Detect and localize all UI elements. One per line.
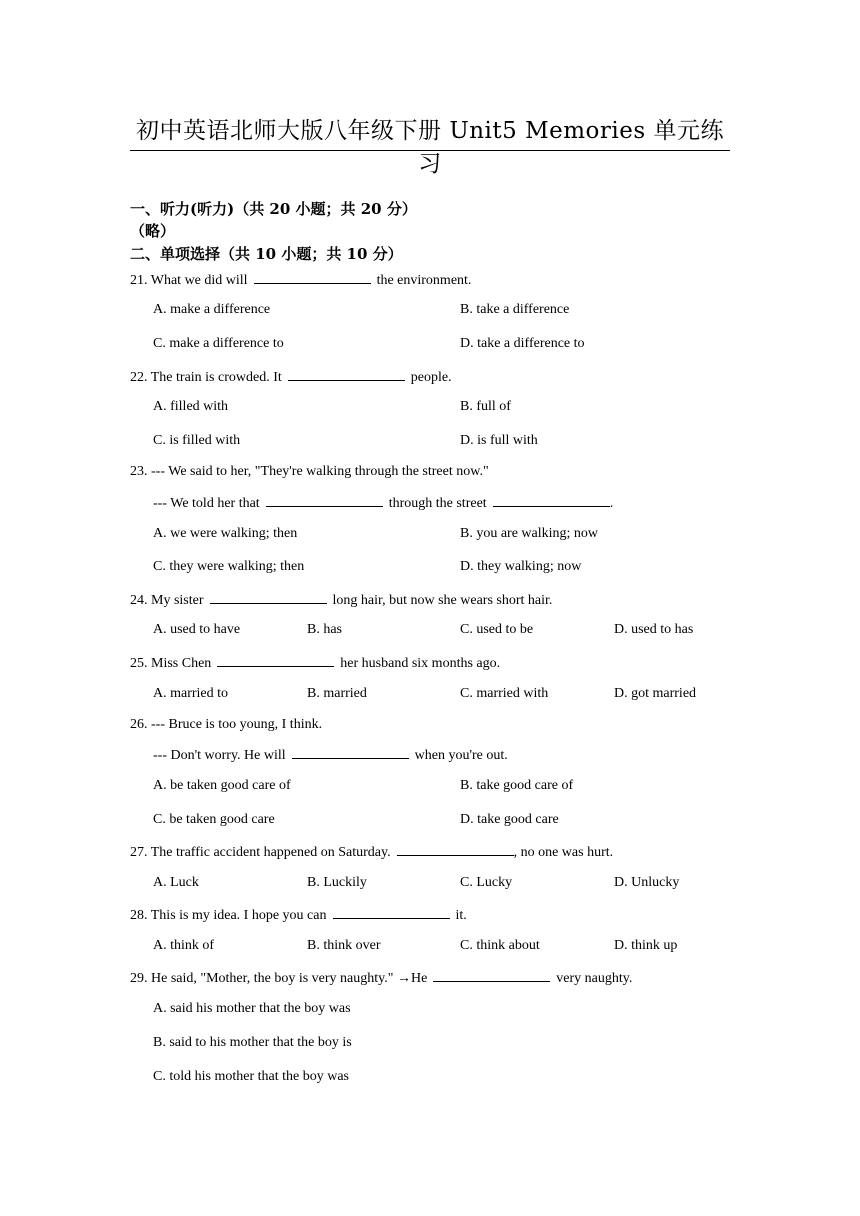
- answer-blank: [433, 969, 550, 982]
- stem-text: people.: [410, 370, 452, 385]
- option-a: A. make a difference: [153, 302, 271, 317]
- answer-blank: [397, 843, 514, 856]
- answer-blank: [266, 494, 383, 507]
- question-stem: [130, 591, 552, 609]
- stem-text: --- Don't worry. He will: [153, 748, 286, 763]
- option-d: D. they walking; now: [460, 559, 582, 574]
- stem-text: when you're out.: [414, 748, 508, 763]
- stem-text: 29. He said, "Mother, the boy is very naughty." →He: [130, 971, 428, 986]
- option-a: A. used to have: [153, 622, 241, 637]
- option-b: B. said to his mother that the boy is: [153, 1035, 352, 1050]
- question-stem: [130, 368, 452, 386]
- option-c: C. is filled with: [153, 433, 241, 448]
- question-stem: 26. --- Bruce is too young, I think.: [130, 717, 323, 732]
- question-stem-line2: [153, 746, 508, 764]
- option-b: B. take good care of: [460, 778, 574, 793]
- answer-blank: [292, 746, 409, 759]
- option-d: D. take a difference to: [460, 336, 585, 351]
- option-b: B. think over: [307, 938, 381, 953]
- option-c: C. make a difference to: [153, 336, 284, 351]
- listening-section-note: （略）: [130, 222, 176, 240]
- choice-section-heading: 二、单项选择（共 10 小题；共 10 分）: [130, 245, 403, 263]
- question-stem: [130, 271, 471, 289]
- option-a: A. think of: [153, 938, 215, 953]
- option-c: C. think about: [460, 938, 540, 953]
- stem-text: 27. The traffic accident happened on Saturday.: [130, 845, 391, 860]
- option-b: B. full of: [460, 399, 511, 414]
- stem-text: the environment.: [376, 273, 472, 288]
- stem-text: 24. My sister: [130, 593, 204, 608]
- stem-text: 28. This is my idea. I hope you can: [130, 908, 327, 923]
- option-d: D. think up: [614, 938, 678, 953]
- answer-blank: [254, 271, 371, 284]
- option-c: C. used to be: [460, 622, 534, 637]
- option-b: B. has: [307, 622, 342, 637]
- option-b: B. take a difference: [460, 302, 570, 317]
- option-a: A. we were walking; then: [153, 526, 298, 541]
- question-stem-line2: [153, 494, 613, 512]
- answer-blank: [210, 591, 327, 604]
- stem-text: .: [609, 496, 614, 511]
- option-a: A. married to: [153, 686, 229, 701]
- question-stem: [130, 654, 500, 672]
- question-stem: [130, 843, 613, 861]
- question-stem: [130, 969, 632, 987]
- answer-blank: [493, 494, 610, 507]
- option-d: D. Unlucky: [614, 875, 680, 890]
- option-a: A. said his mother that the boy was: [153, 1001, 351, 1016]
- stem-text: her husband six months ago.: [340, 656, 501, 671]
- stem-text: , no one was hurt.: [513, 845, 614, 860]
- option-a: A. Luck: [153, 875, 199, 890]
- option-a: A. be taken good care of: [153, 778, 291, 793]
- option-d: D. is full with: [460, 433, 538, 448]
- stem-text: very naughty.: [556, 971, 633, 986]
- stem-text: 22. The train is crowded. It: [130, 370, 282, 385]
- option-c: C. told his mother that the boy was: [153, 1069, 349, 1084]
- option-c: C. they were walking; then: [153, 559, 305, 574]
- stem-text: through the street: [388, 496, 487, 511]
- answer-blank: [288, 368, 405, 381]
- stem-text: long hair, but now she wears short hair.: [332, 593, 553, 608]
- option-c: C. be taken good care: [153, 812, 275, 827]
- stem-text: 25. Miss Chen: [130, 656, 212, 671]
- option-b: B. you are walking; now: [460, 526, 599, 541]
- option-d: D. take good care: [460, 812, 559, 827]
- listening-section-heading: 一、听力(听力)（共 20 小题；共 20 分）: [130, 200, 417, 218]
- answer-blank: [217, 654, 334, 667]
- option-d: D. used to has: [614, 622, 694, 637]
- stem-text: --- We told her that: [153, 496, 260, 511]
- option-b: B. married: [307, 686, 367, 701]
- question-stem: 23. --- We said to her, "They're walking through the street now.": [130, 464, 489, 479]
- option-a: A. filled with: [153, 399, 229, 414]
- option-d: D. got married: [614, 686, 697, 701]
- option-b: B. Luckily: [307, 875, 367, 890]
- question-stem: [130, 906, 467, 924]
- stem-text: it.: [455, 908, 467, 923]
- option-c: C. Lucky: [460, 875, 513, 890]
- title-divider: [130, 150, 730, 151]
- answer-blank: [333, 906, 450, 919]
- document-title: 初中英语北师大版八年级下册 Unit5 Memories 单元练习: [136, 118, 724, 177]
- stem-text: 21. What we did will: [130, 273, 248, 288]
- option-c: C. married with: [460, 686, 549, 701]
